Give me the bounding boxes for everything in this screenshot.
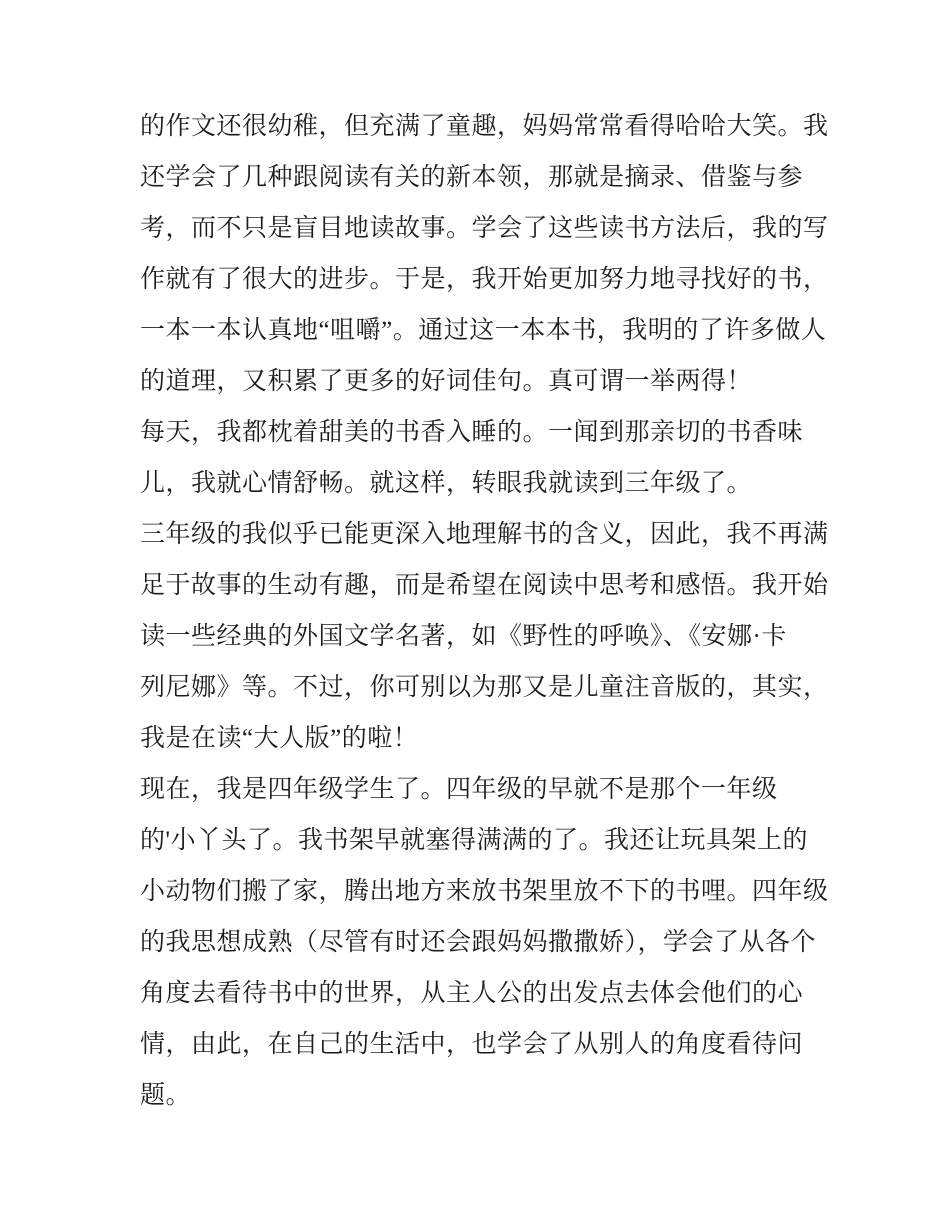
- essay-text-line: 的我思想成熟（尽管有时还会跟妈妈撒撒娇），学会了从各个: [140, 929, 817, 956]
- essay-text-line: 角度去看待书中的世界，从主人公的出发点去体会他们的心: [140, 980, 804, 1007]
- essay-text-line: 足于故事的生动有趣，而是希望在阅读中思考和感悟。我开始: [140, 572, 829, 599]
- essay-text-line: 一本一本认真地“咀嚼”。通过这一本本书，我明的了许多做人: [140, 317, 827, 344]
- essay-text-line: 考，而不只是盲目地读故事。学会了这些读书方法后，我的写: [140, 215, 829, 242]
- essay-text-line: 现在，我是四年级学生了。四年级的早就不是那个一年级: [140, 776, 778, 803]
- essay-text-line: 我是在读“大人版”的啦！: [140, 725, 419, 752]
- essay-text-block: [140, 101, 840, 1121]
- essay-text-line: 三年级的我似乎已能更深入地理解书的含义，因此，我不再满: [140, 521, 829, 548]
- essay-text-line: 的作文还很幼稚，但充满了童趣，妈妈常常看得哈哈大笑。我: [140, 113, 829, 140]
- essay-text-line: 作就有了很大的进步。于是，我开始更加努力地寻找好的书，: [140, 266, 829, 293]
- essay-text-line: 列尼娜》等。不过，你可别以为那又是儿童注音版的，其实，: [140, 674, 829, 701]
- essay-text-line: 还学会了几种跟阅读有关的新本领，那就是摘录、借鉴与参: [140, 164, 804, 191]
- essay-text-line: 的'小丫头了。我书架早就塞得满满的了。我还让玩具架上的: [140, 827, 809, 854]
- essay-text-line: 读一些经典的外国文学名著，如《野性的呼唤》、《安娜·卡: [140, 623, 787, 650]
- essay-text-line: 每天，我都枕着甜美的书香入睡的。一闻到那亲切的书香味: [140, 419, 804, 446]
- essay-text-line: 题。: [140, 1082, 192, 1109]
- essay-text-line: 儿，我就心情舒畅。就这样，转眼我就读到三年级了。: [140, 470, 753, 497]
- essay-text-line: 情，由此，在自己的生活中，也学会了从别人的角度看待问: [140, 1031, 804, 1058]
- essay-text-line: 的道理，又积累了更多的好词佳句。真可谓一举两得！: [140, 368, 753, 395]
- essay-text-line: 小动物们搬了家，腾出地方来放书架里放不下的书哩。四年级: [140, 878, 829, 905]
